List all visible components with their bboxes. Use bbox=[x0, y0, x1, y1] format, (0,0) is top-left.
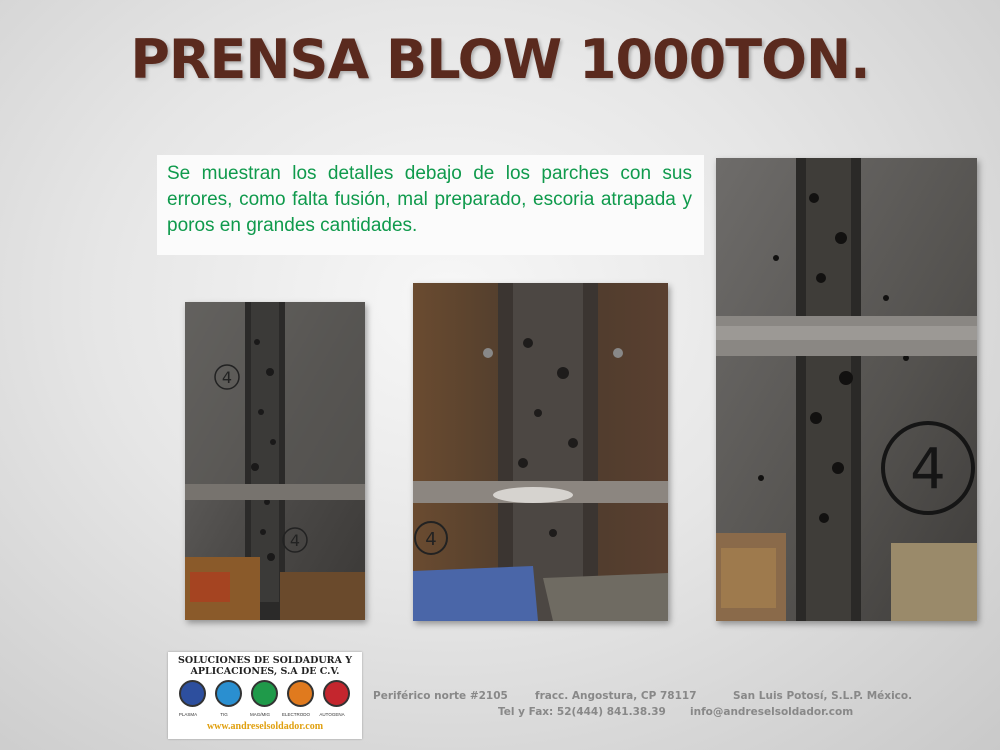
tig-label: TIG bbox=[220, 712, 228, 717]
plasma-icon bbox=[179, 680, 206, 707]
mag-mig-label: MAG/MIG bbox=[250, 712, 270, 717]
electrodo-icon bbox=[287, 680, 314, 707]
footer-district: fracc. Angostura, CP 78117 bbox=[535, 690, 697, 702]
description-box: Se muestran los detalles debajo de los parches con sus errores, como falta fusión, mal preparado, escoria atrapada y poros en grandes cantidades. bbox=[157, 155, 704, 255]
company-logo bbox=[168, 652, 362, 739]
footer-city: San Luis Potosí, S.L.P. México. bbox=[733, 690, 913, 702]
photo-2-marking: 4 bbox=[425, 529, 437, 550]
autogena-label: AUTOGENA bbox=[319, 712, 345, 717]
photo-3-marking: 4 bbox=[910, 437, 946, 502]
mag-mig-icon bbox=[251, 680, 278, 707]
photo-1-marking: 4 bbox=[221, 368, 233, 387]
logo-website: www.andreselsoldador.com bbox=[206, 721, 324, 732]
process-icons bbox=[177, 680, 357, 710]
autogena-icon bbox=[323, 680, 350, 707]
weld-photo-1 bbox=[185, 302, 365, 620]
weld-photo-2 bbox=[413, 283, 668, 621]
footer-address: Periférico norte #2105 bbox=[373, 690, 508, 702]
weld-photo-3 bbox=[716, 158, 977, 621]
footer-email: info@andreselsoldador.com bbox=[690, 706, 854, 718]
company-name: SOLUCIONES DE SOLDADURA Y APLICACIONES, S.A DE C.V. bbox=[177, 655, 353, 677]
slide-title: PRENSA BLOW 1000TON. bbox=[130, 28, 870, 91]
footer-phone: Tel y Fax: 52(444) 841.38.39 bbox=[498, 706, 666, 718]
plasma-label: PLASMA bbox=[178, 712, 198, 717]
electrodo-label: ELECTRODO bbox=[281, 712, 310, 717]
tig-icon bbox=[215, 680, 242, 707]
svg-text:4: 4 bbox=[289, 531, 301, 550]
